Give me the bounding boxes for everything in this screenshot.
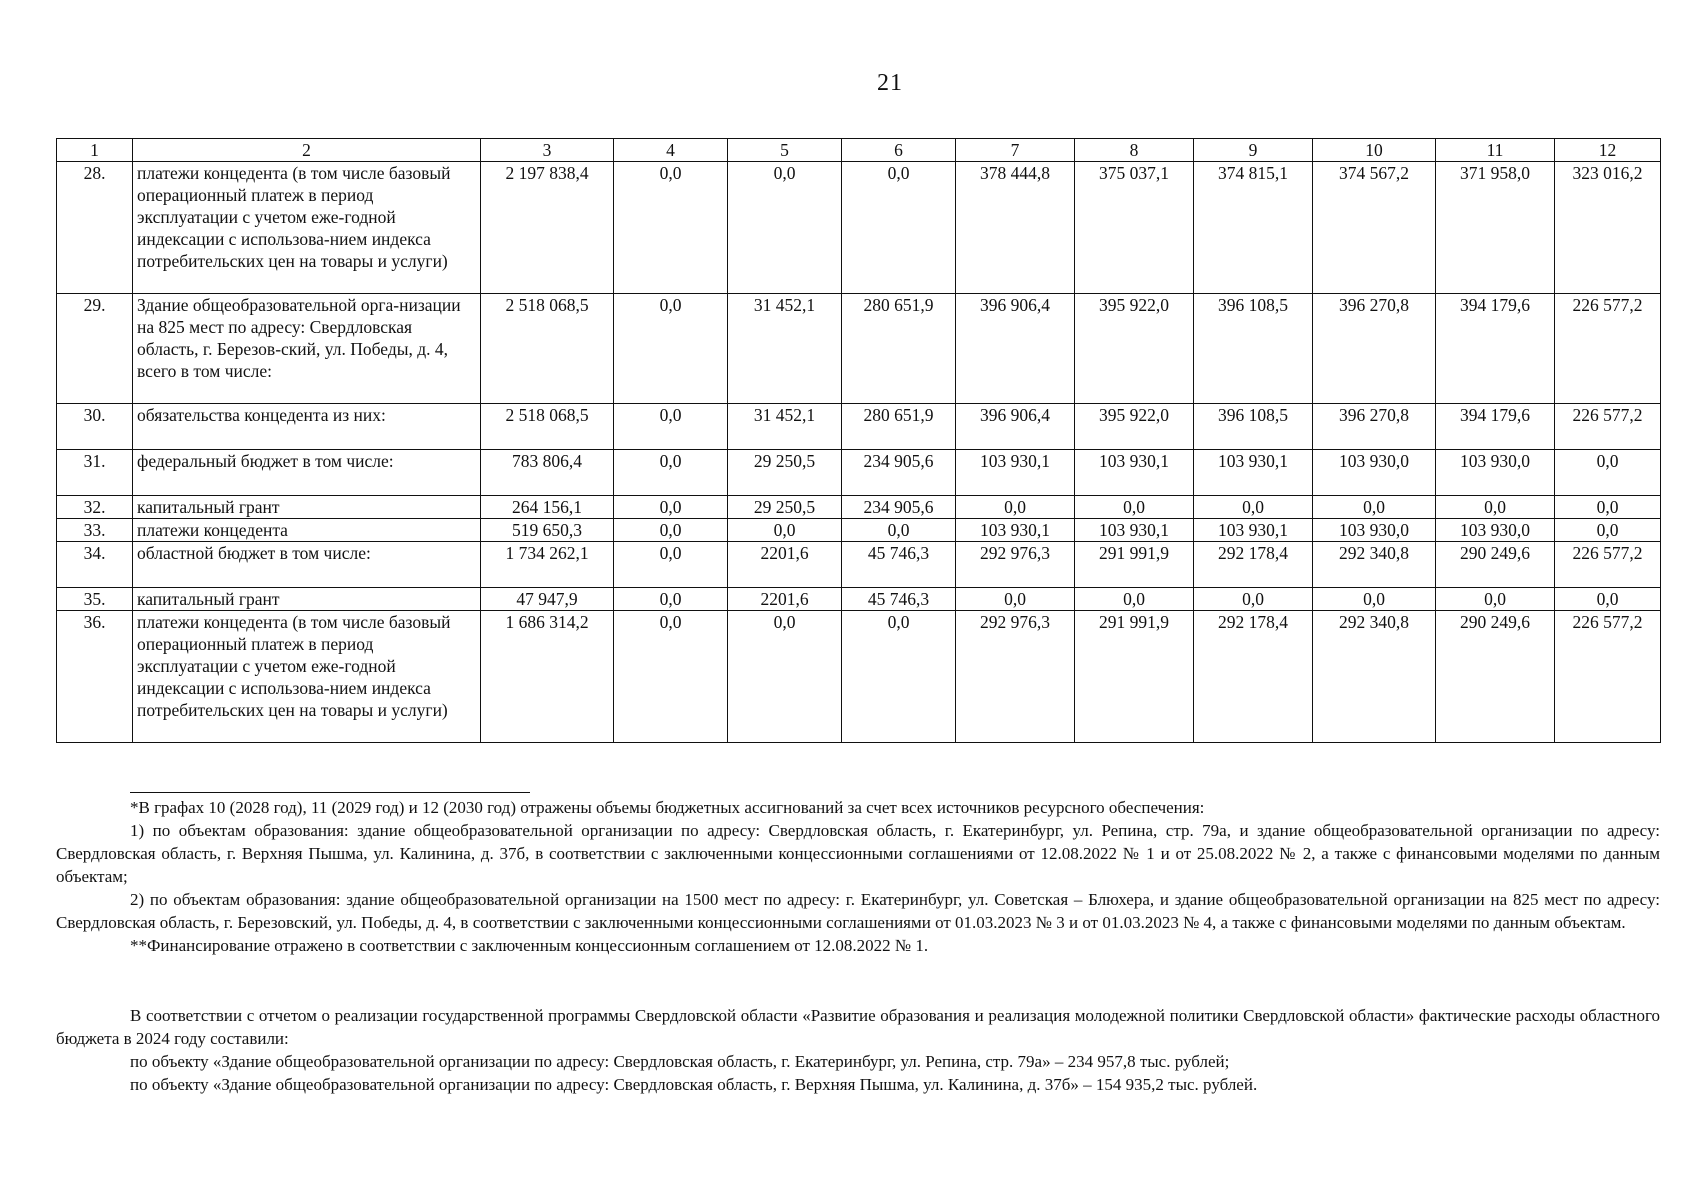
row-value: 103 930,0 <box>1313 519 1436 542</box>
row-value: 0,0 <box>614 588 728 611</box>
row-description: федеральный бюджет в том числе: <box>133 450 481 496</box>
footnote-item-1: 1) по объектам образования: здание общеобразовательной организации по адресу: Свердловская область, г. Екатеринбург, ул. Репина, стр. 79а, и здание общеобразовательной организации по адресу: Свердловская область, г. Верхняя Пышма, ул. Калинина, д. 37б, в соответствии с заключенными концессионными соглашениями от 12.08.2022 № 1 и от 25.08.2022 № 2, а также с финансовыми моделями по данным объектам; <box>56 821 1660 886</box>
body-text <box>56 1004 1660 1096</box>
body-paragraph: В соответствии с отчетом о реализации государственной программы Свердловской области «Развитие образования и реализация молодежной политики Свердловской области» фактические расходы областного бюджета в 2024 году составили: <box>56 1006 1660 1048</box>
row-value: 0,0 <box>614 404 728 450</box>
row-value: 103 930,0 <box>1436 519 1555 542</box>
row-number: 29. <box>57 294 133 404</box>
row-value: 234 905,6 <box>842 450 956 496</box>
footnote-star: *В графах 10 (2028 год), 11 (2029 год) и 12 (2030 год) отражены объемы бюджетных ассигнований за счет всех источников ресурсного обеспечения: <box>130 798 1205 817</box>
row-value: 371 958,0 <box>1436 162 1555 294</box>
row-value: 2 518 068,5 <box>481 404 614 450</box>
row-value: 396 906,4 <box>956 404 1075 450</box>
col-header: 4 <box>614 139 728 162</box>
row-value: 396 108,5 <box>1194 404 1313 450</box>
row-value: 0,0 <box>1075 588 1194 611</box>
row-number: 33. <box>57 519 133 542</box>
body-line-2: по объекту «Здание общеобразовательной организации по адресу: Свердловская область, г. Верхняя Пышма, ул. Калинина, д. 37б» – 154 935,2 тыс. рублей. <box>130 1075 1258 1094</box>
row-value: 234 905,6 <box>842 496 956 519</box>
row-value: 0,0 <box>1194 496 1313 519</box>
row-value: 0,0 <box>1313 588 1436 611</box>
row-value: 0,0 <box>614 519 728 542</box>
row-value: 378 444,8 <box>956 162 1075 294</box>
footnotes <box>56 796 1660 957</box>
row-value: 1 734 262,1 <box>481 542 614 588</box>
col-header: 9 <box>1194 139 1313 162</box>
col-header: 3 <box>481 139 614 162</box>
table-row <box>57 404 1661 450</box>
header-row <box>57 139 1661 162</box>
row-value: 226 577,2 <box>1555 611 1661 743</box>
row-value: 29 250,5 <box>728 450 842 496</box>
col-header: 10 <box>1313 139 1436 162</box>
row-description: Здание общеобразовательной орга-низации на 825 мест по адресу: Свердловская область, г. Березов-ский, ул. Победы, д. 4, всего в том числе: <box>133 294 481 404</box>
row-number: 35. <box>57 588 133 611</box>
row-value: 0,0 <box>614 162 728 294</box>
row-value: 292 178,4 <box>1194 542 1313 588</box>
row-value: 0,0 <box>842 611 956 743</box>
col-header: 7 <box>956 139 1075 162</box>
row-value: 0,0 <box>842 162 956 294</box>
col-header: 2 <box>133 139 481 162</box>
row-value: 292 976,3 <box>956 611 1075 743</box>
row-value: 103 930,1 <box>1075 519 1194 542</box>
row-value: 2 197 838,4 <box>481 162 614 294</box>
row-value: 292 340,8 <box>1313 611 1436 743</box>
row-value: 0,0 <box>1075 496 1194 519</box>
row-value: 395 922,0 <box>1075 294 1194 404</box>
row-value: 0,0 <box>1555 588 1661 611</box>
row-value: 103 930,1 <box>1075 450 1194 496</box>
row-value: 292 976,3 <box>956 542 1075 588</box>
row-number: 31. <box>57 450 133 496</box>
row-value: 226 577,2 <box>1555 542 1661 588</box>
row-value: 103 930,1 <box>1194 519 1313 542</box>
row-value: 0,0 <box>614 450 728 496</box>
row-value: 374 567,2 <box>1313 162 1436 294</box>
row-value: 292 340,8 <box>1313 542 1436 588</box>
row-description: платежи концедента (в том числе базовый операционный платеж в период эксплуатации с учетом еже-годной индексации с использова-нием индекса потребительских цен на товары и услуги) <box>133 162 481 294</box>
row-value: 0,0 <box>614 611 728 743</box>
row-value: 2201,6 <box>728 542 842 588</box>
row-value: 0,0 <box>1436 588 1555 611</box>
row-description: капитальный грант <box>133 496 481 519</box>
row-value: 291 991,9 <box>1075 611 1194 743</box>
col-header: 8 <box>1075 139 1194 162</box>
table-row <box>57 162 1661 294</box>
row-value: 226 577,2 <box>1555 294 1661 404</box>
row-value: 290 249,6 <box>1436 542 1555 588</box>
row-value: 0,0 <box>1555 450 1661 496</box>
table-row <box>57 588 1661 611</box>
page-number: 21 <box>877 70 903 96</box>
table-row <box>57 294 1661 404</box>
row-value: 2 518 068,5 <box>481 294 614 404</box>
row-value: 0,0 <box>1194 588 1313 611</box>
row-value: 103 930,0 <box>1313 450 1436 496</box>
row-description: областной бюджет в том числе: <box>133 542 481 588</box>
row-value: 0,0 <box>842 519 956 542</box>
row-value: 2201,6 <box>728 588 842 611</box>
row-value: 291 991,9 <box>1075 542 1194 588</box>
table-row <box>57 496 1661 519</box>
budget-table <box>56 138 1661 743</box>
table-row <box>57 611 1661 743</box>
table-row <box>57 542 1661 588</box>
row-value: 519 650,3 <box>481 519 614 542</box>
row-value: 396 270,8 <box>1313 294 1436 404</box>
row-value: 103 930,1 <box>1194 450 1313 496</box>
row-number: 30. <box>57 404 133 450</box>
row-value: 0,0 <box>614 294 728 404</box>
row-value: 0,0 <box>1313 496 1436 519</box>
row-value: 29 250,5 <box>728 496 842 519</box>
row-value: 264 156,1 <box>481 496 614 519</box>
row-value: 0,0 <box>1555 519 1661 542</box>
row-number: 34. <box>57 542 133 588</box>
row-value: 280 651,9 <box>842 404 956 450</box>
row-value: 103 930,1 <box>956 519 1075 542</box>
row-description: платежи концедента <box>133 519 481 542</box>
row-value: 103 930,0 <box>1436 450 1555 496</box>
row-value: 396 906,4 <box>956 294 1075 404</box>
row-description: капитальный грант <box>133 588 481 611</box>
row-value: 0,0 <box>728 519 842 542</box>
row-value: 0,0 <box>956 588 1075 611</box>
footnote-item-2: 2) по объектам образования: здание общеобразовательной организации на 1500 мест по адресу: г. Екатеринбург, ул. Советская – Блюхера, и здание общеобразовательной организации на 825 мест по адресу: Свердловская область, г. Березовский, ул. Победы, д. 4, в соответствии с заключенными концессионными соглашениями от 01.03.2023 № 3 и от 01.03.2023 № 4, а также с финансовыми моделями по данным объектам. <box>56 890 1660 932</box>
row-value: 0,0 <box>614 542 728 588</box>
footnote-double-star: **Финансирование отражено в соответствии с заключенным концессионным соглашением от 12.08.2022 № 1. <box>130 936 929 955</box>
row-number: 36. <box>57 611 133 743</box>
body-line-1: по объекту «Здание общеобразовательной организации по адресу: Свердловская область, г. Екатеринбург, ул. Репина, стр. 79а» – 234 957,8 тыс. рублей; <box>130 1052 1230 1071</box>
row-value: 783 806,4 <box>481 450 614 496</box>
row-value: 396 270,8 <box>1313 404 1436 450</box>
table-row <box>57 450 1661 496</box>
row-value: 396 108,5 <box>1194 294 1313 404</box>
col-header: 5 <box>728 139 842 162</box>
row-value: 1 686 314,2 <box>481 611 614 743</box>
row-value: 103 930,1 <box>956 450 1075 496</box>
col-header: 6 <box>842 139 956 162</box>
row-value: 395 922,0 <box>1075 404 1194 450</box>
row-value: 375 037,1 <box>1075 162 1194 294</box>
row-value: 290 249,6 <box>1436 611 1555 743</box>
row-value: 394 179,6 <box>1436 294 1555 404</box>
table-row <box>57 519 1661 542</box>
table-body <box>57 162 1661 743</box>
row-value: 323 016,2 <box>1555 162 1661 294</box>
col-header: 1 <box>57 139 133 162</box>
row-value: 0,0 <box>1555 496 1661 519</box>
row-description: обязательства концедента из них: <box>133 404 481 450</box>
col-header: 12 <box>1555 139 1661 162</box>
row-value: 47 947,9 <box>481 588 614 611</box>
row-value: 31 452,1 <box>728 404 842 450</box>
footnote-divider <box>130 792 530 793</box>
row-value: 394 179,6 <box>1436 404 1555 450</box>
row-value: 374 815,1 <box>1194 162 1313 294</box>
row-value: 0,0 <box>956 496 1075 519</box>
row-value: 280 651,9 <box>842 294 956 404</box>
row-value: 0,0 <box>728 162 842 294</box>
row-number: 32. <box>57 496 133 519</box>
row-value: 0,0 <box>728 611 842 743</box>
row-value: 226 577,2 <box>1555 404 1661 450</box>
row-value: 292 178,4 <box>1194 611 1313 743</box>
row-value: 0,0 <box>1436 496 1555 519</box>
row-value: 0,0 <box>614 496 728 519</box>
col-header: 11 <box>1436 139 1555 162</box>
row-number: 28. <box>57 162 133 294</box>
row-description: платежи концедента (в том числе базовый операционный платеж в период эксплуатации с учетом еже-годной индексации с использова-нием индекса потребительских цен на товары и услуги) <box>133 611 481 743</box>
row-value: 45 746,3 <box>842 542 956 588</box>
row-value: 45 746,3 <box>842 588 956 611</box>
row-value: 31 452,1 <box>728 294 842 404</box>
